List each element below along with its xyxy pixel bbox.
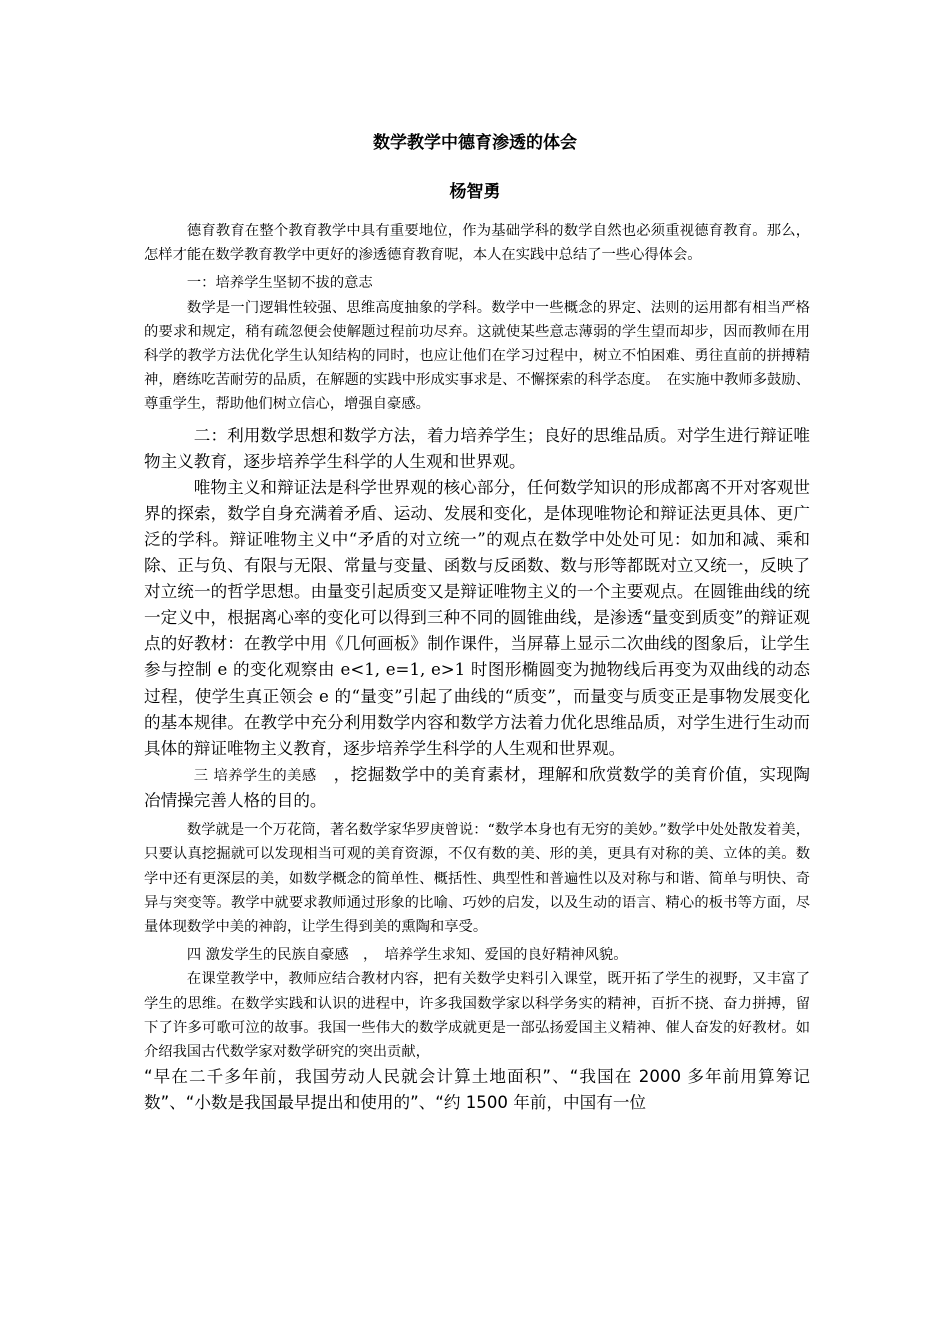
section-4-paragraph: 在课堂教学中，教师应结合教材内容，把有关数学史料引入课堂，既开拓了学生的视野，又丰富了学生的思维。在数学实践和认识的进程中，许多我国数学家以科学务实的精神，百折不挠、奋力拼搏，留下了许多可歌可泣的故事。我国一些伟大的数学成就更是一部弘扬爱国主义精神、催人奋发的好教材。如介绍我国古代数学家对数学研究的突出贡献， (144, 971, 810, 1060)
section-1-paragraph: 数学是一门逻辑性较强、思维高度抽象的学科。数学中一些概念的界定、法则的运用都有相当严格的要求和规定，稍有疏忽便会使解题过程前功尽弃。这就使某些意志薄弱的学生望而却步，因而教师在用科学的教学方法优化学生认知结构的同时，也应让他们在学习过程中，树立不怕困难、勇往直前的拼搏精神，磨练吃苦耐劳的品质，在解题的实践中形成实事求是、不懈探索的科学态度。 在实施中教师多鼓励、尊重学生，帮助他们树立信心，增强自豪感。 (144, 299, 810, 413)
document-author: 杨智勇 (449, 182, 501, 202)
section-3-paragraph: 数学就是一个万花筒，著名数学家华罗庚曾说：“数学本身也有无穷的美妙。”数学中处处散发着美，只要认真挖掘就可以发现相当可观的美育资源，不仅有数的美、形的美，更具有对称的美、立体的美。数学中还有更深层的美，如数学概念的简单性、概括性、典型性和普遍性以及对称与和谐、简单与明快、奇异与突变等。教学中就要求教师通过形象的比喻、巧妙的启发，以及生动的语言、精心的板书等方面，尽量体现数学中美的神韵，让学生得到美的熏陶和享受。 (144, 822, 810, 935)
section-heading-3-lead: 三 培养学生的美感 (193, 767, 317, 784)
section-heading-3 (144, 762, 810, 814)
section-heading-3-rest: ，挖掘数学中的美育素材，理解和欣赏数学的美育价值，实现陶冶情操完善人格的目的。 (144, 764, 810, 811)
section-heading-4: 四 激发学生的民族自豪感 ， 培养学生求知、爱国的良好精神风貌。 (186, 947, 628, 964)
document-title: 数学教学中德育渗透的体会 (373, 133, 577, 153)
section-heading-2: 二：利用数学思想和数学方法，着力培养学生；良好的思维品质。对学生进行辩证唯物主义教育，逐步培养学生科学的人生观和世界观。 (144, 425, 810, 471)
section-2-paragraph: 唯物主义和辩证法是科学世界观的核心部分，任何数学知识的形成都离不开对客观世界的探索，数学自身充满着矛盾、运动、发展和变化，是体现唯物论和辩证法更具体、更广泛的学科。辩证唯物主义中“矛盾的对立统一”的观点在数学中处处可见：如加和减、乘和除、正与负、有限与无限、常量与变量、函数与反函数、数与形等都既对立又统一，反映了对立统一的哲学思想。由量变引起质变又是辩证唯物主义的一个主要观点。在圆锥曲线的统一定义中，根据离心率的变化可以得到三种不同的圆锥曲线，是渗透“量变到质变”的辩证观点的好教材：在教学中用《几何画板》制作课件，当屏幕上显示二次曲线的图象后，让学生参与控制 e 的变化观察由 e<1, e=1, e>1 时图形椭圆变为抛物线后再变为双曲线的动态过程，使学生真正领会 e 的“量变”引起了曲线的“质变”，而量变与质变正是事物发展变化的基本规律。在教学中充分利用数学内容和数学方法着力优化思维品质，对学生进行生动而具体的辩证唯物主义教育，逐步培养学生科学的人生观和世界观。 (144, 477, 810, 758)
intro-paragraph: 德育教育在整个教育教学中具有重要地位，作为基础学科的数学自然也必须重视德育教育。那么，怎样才能在数学教育教学中更好的渗透德育教育呢，本人在实践中总结了一些心得体会。 (144, 223, 810, 264)
section-4-paragraph-continued: “早在二千多年前，我国劳动人民就会计算土地面积”、“我国在 2000 多年前用算筹记数”、“小数是我国最早提出和使用的”、“约 1500 年前，中国有一位 (144, 1067, 810, 1113)
document-body (144, 219, 810, 1116)
section-heading-1: 一：培养学生坚韧不拔的意志 (186, 275, 373, 292)
